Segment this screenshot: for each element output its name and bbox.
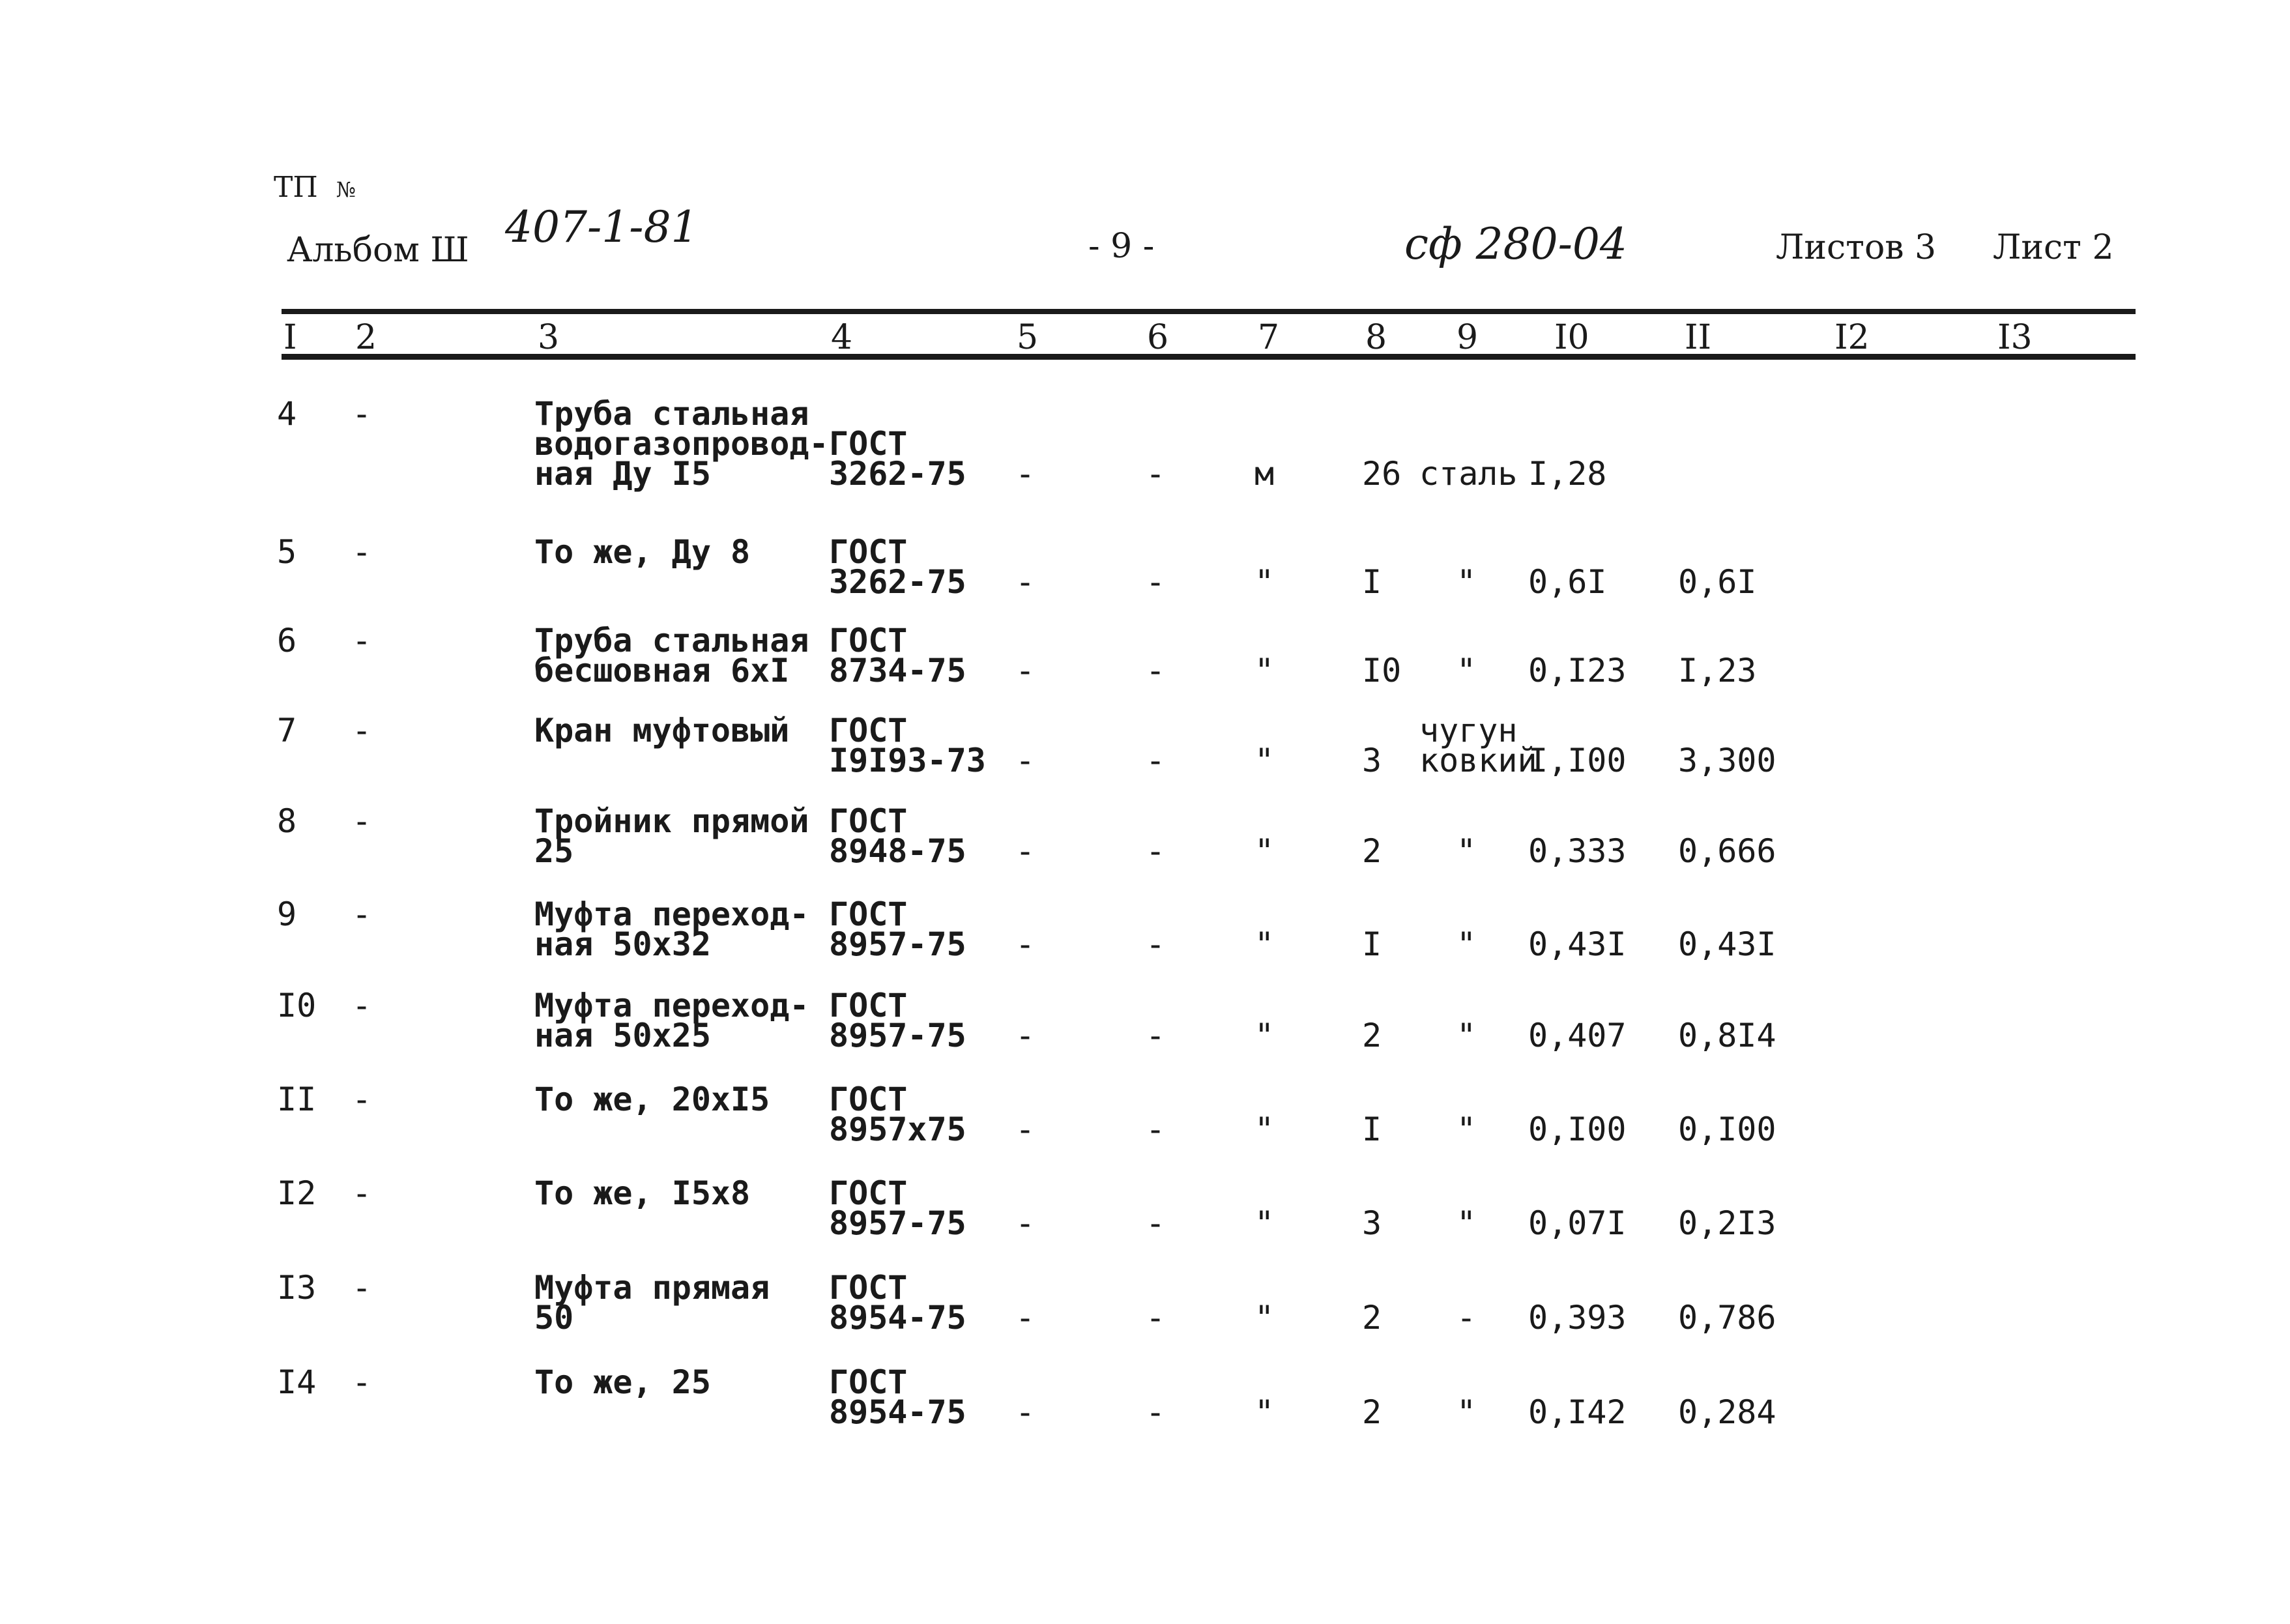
total-mass: 0,43I — [1678, 925, 1776, 963]
unit-mass: 0,333 — [1528, 832, 1627, 870]
row-number: 5 — [277, 533, 297, 571]
unit-mass: 0,07I — [1528, 1204, 1627, 1242]
material: " — [1457, 1017, 1477, 1054]
gost-standard: ГОСТ — [829, 802, 908, 840]
total-mass: 0,8I4 — [1678, 1017, 1776, 1054]
column-number: I0 — [1554, 318, 1589, 357]
position-dash: - — [352, 895, 372, 933]
unit-of-measure: " — [1254, 1204, 1275, 1242]
column-number: 9 — [1457, 318, 1479, 357]
item-name: Муфта переход- — [534, 987, 809, 1024]
column-5-dash: - — [1015, 455, 1036, 493]
position-dash: - — [352, 1174, 372, 1212]
quantity: 2 — [1362, 832, 1382, 870]
unit-mass: 0,I42 — [1528, 1393, 1627, 1431]
position-dash: - — [352, 622, 372, 660]
gost-standard: ГОСТ — [829, 987, 908, 1024]
item-name: Кран муфтовый — [534, 712, 790, 749]
column-5-dash: - — [1015, 1299, 1036, 1337]
quantity: 2 — [1362, 1393, 1382, 1431]
tp-mark: № — [336, 177, 356, 202]
gost-standard: I9I93-73 — [829, 742, 986, 779]
gost-standard: 8957-75 — [829, 1204, 966, 1242]
row-number: 6 — [277, 622, 297, 660]
gost-standard: ГОСТ — [829, 1080, 908, 1118]
row-number: 9 — [277, 895, 297, 933]
column-5-dash: - — [1015, 1204, 1036, 1242]
row-number: II — [277, 1080, 317, 1118]
unit-of-measure: " — [1254, 742, 1275, 779]
gost-standard: ГОСТ — [829, 622, 908, 660]
row-number: 8 — [277, 802, 297, 840]
project-number: 407-1-81 — [505, 202, 699, 252]
unit-of-measure: " — [1254, 832, 1275, 870]
gost-standard: ГОСТ — [829, 1363, 908, 1401]
material: " — [1457, 1204, 1477, 1242]
material: " — [1457, 1393, 1477, 1431]
column-6-dash: - — [1146, 1393, 1166, 1431]
item-name: Муфта переход- — [534, 895, 809, 933]
unit-mass: 0,I00 — [1528, 1110, 1627, 1148]
item-name: Труба стальная — [534, 395, 809, 433]
column-6-dash: - — [1146, 1204, 1166, 1242]
unit-mass: 0,43I — [1528, 925, 1627, 963]
column-6-dash: - — [1146, 455, 1166, 493]
gost-standard: 8734-75 — [829, 652, 966, 689]
column-6-dash: - — [1146, 925, 1166, 963]
sheet-number: Лист 2 — [1993, 228, 2114, 267]
column-5-dash: - — [1015, 1110, 1036, 1148]
material: " — [1457, 563, 1477, 601]
gost-standard: ГОСТ — [829, 712, 908, 749]
column-number: I2 — [1834, 318, 1870, 357]
item-name: ная Ду I5 — [534, 455, 711, 493]
column-number: 2 — [355, 318, 377, 357]
document-code: сф 280-04 — [1404, 219, 1627, 269]
gost-standard: 8957-75 — [829, 1017, 966, 1054]
material: " — [1457, 1110, 1477, 1148]
gost-standard: 8954-75 — [829, 1393, 966, 1431]
quantity: I — [1362, 925, 1382, 963]
gost-standard: ГОСТ — [829, 425, 908, 463]
unit-of-measure: " — [1254, 563, 1275, 601]
row-number: I0 — [277, 987, 317, 1024]
column-number: I — [283, 318, 297, 357]
gost-standard: 8957x75 — [829, 1110, 966, 1148]
item-name: ная 50x25 — [534, 1017, 711, 1054]
column-number: 4 — [831, 318, 853, 357]
column-number: 6 — [1147, 318, 1169, 357]
item-name: То же, 20xI5 — [534, 1080, 770, 1118]
unit-of-measure: " — [1254, 1017, 1275, 1054]
quantity: I — [1362, 563, 1382, 601]
total-mass: 0,6I — [1678, 563, 1757, 601]
material: ковкий — [1419, 742, 1537, 779]
quantity: 26 — [1362, 455, 1402, 493]
unit-of-measure: " — [1254, 1110, 1275, 1148]
position-dash: - — [352, 533, 372, 571]
material: " — [1457, 925, 1477, 963]
position-dash: - — [352, 1363, 372, 1401]
item-name: ная 50x32 — [534, 925, 711, 963]
column-number: 5 — [1017, 318, 1039, 357]
material: - — [1457, 1299, 1477, 1337]
unit-of-measure: " — [1254, 652, 1275, 689]
column-number: 3 — [538, 318, 560, 357]
column-5-dash: - — [1015, 652, 1036, 689]
quantity: I — [1362, 1110, 1382, 1148]
gost-standard: 8957-75 — [829, 925, 966, 963]
column-6-dash: - — [1146, 742, 1166, 779]
column-6-dash: - — [1146, 1017, 1166, 1054]
item-name: бесшовная 6xI — [534, 652, 790, 689]
column-5-dash: - — [1015, 1017, 1036, 1054]
item-name: То же, I5x8 — [534, 1174, 751, 1212]
column-6-dash: - — [1146, 652, 1166, 689]
unit-of-measure: " — [1254, 1393, 1275, 1431]
header-rule-top — [282, 309, 2136, 314]
item-name: Муфта прямая — [534, 1269, 770, 1307]
unit-mass: I,28 — [1528, 455, 1607, 493]
sheets-total: Листов 3 — [1776, 228, 1937, 267]
row-number: 4 — [277, 395, 297, 433]
column-number: 7 — [1258, 318, 1280, 357]
position-dash: - — [352, 1269, 372, 1307]
gost-standard: 3262-75 — [829, 563, 966, 601]
position-dash: - — [352, 802, 372, 840]
quantity: 3 — [1362, 742, 1382, 779]
column-number: II — [1685, 318, 1712, 357]
column-6-dash: - — [1146, 563, 1166, 601]
gost-standard: 8948-75 — [829, 832, 966, 870]
item-name: Тройник прямой — [534, 802, 809, 840]
album-label: Альбом Ш — [287, 231, 469, 270]
column-6-dash: - — [1146, 832, 1166, 870]
gost-standard: ГОСТ — [829, 533, 908, 571]
gost-standard: ГОСТ — [829, 1174, 908, 1212]
page-number: - 9 - — [1088, 227, 1155, 266]
total-mass: 0,284 — [1678, 1393, 1776, 1431]
quantity: 2 — [1362, 1299, 1382, 1337]
position-dash: - — [352, 1080, 372, 1118]
gost-standard: ГОСТ — [829, 895, 908, 933]
unit-mass: I,I00 — [1528, 742, 1627, 779]
item-name: 25 — [534, 832, 574, 870]
material: " — [1457, 652, 1477, 689]
quantity: 2 — [1362, 1017, 1382, 1054]
unit-of-measure: " — [1254, 1299, 1275, 1337]
item-name: То же, Ду 8 — [534, 533, 751, 571]
column-6-dash: - — [1146, 1110, 1166, 1148]
column-5-dash: - — [1015, 563, 1036, 601]
column-5-dash: - — [1015, 832, 1036, 870]
item-name: То же, 25 — [534, 1363, 711, 1401]
item-name: водогазопровод- — [534, 425, 829, 463]
unit-mass: 0,407 — [1528, 1017, 1627, 1054]
total-mass: 0,786 — [1678, 1299, 1776, 1337]
total-mass: 3,300 — [1678, 742, 1776, 779]
column-5-dash: - — [1015, 925, 1036, 963]
tp-label: ТП № — [274, 171, 356, 204]
quantity: 3 — [1362, 1204, 1382, 1242]
unit-mass: 0,6I — [1528, 563, 1607, 601]
total-mass: 0,I00 — [1678, 1110, 1776, 1148]
total-mass: 0,666 — [1678, 832, 1776, 870]
material: " — [1457, 832, 1477, 870]
column-number: 8 — [1365, 318, 1387, 357]
total-mass: I,23 — [1678, 652, 1757, 689]
item-name: Труба стальная — [534, 622, 809, 660]
unit-mass: 0,393 — [1528, 1299, 1627, 1337]
gost-standard: ГОСТ — [829, 1269, 908, 1307]
row-number: 7 — [277, 712, 297, 749]
position-dash: - — [352, 395, 372, 433]
column-5-dash: - — [1015, 742, 1036, 779]
row-number: I4 — [277, 1363, 317, 1401]
row-number: I3 — [277, 1269, 317, 1307]
material: чугун — [1419, 712, 1518, 749]
item-name: 50 — [534, 1299, 574, 1337]
gost-standard: 3262-75 — [829, 455, 966, 493]
position-dash: - — [352, 712, 372, 749]
unit-of-measure: м — [1254, 455, 1275, 493]
column-number: I3 — [1997, 318, 2033, 357]
unit-mass: 0,I23 — [1528, 652, 1627, 689]
total-mass: 0,2I3 — [1678, 1204, 1776, 1242]
row-number: I2 — [277, 1174, 317, 1212]
column-6-dash: - — [1146, 1299, 1166, 1337]
quantity: I0 — [1362, 652, 1402, 689]
column-5-dash: - — [1015, 1393, 1036, 1431]
unit-of-measure: " — [1254, 925, 1275, 963]
material: сталь — [1419, 455, 1518, 493]
gost-standard: 8954-75 — [829, 1299, 966, 1337]
position-dash: - — [352, 987, 372, 1024]
